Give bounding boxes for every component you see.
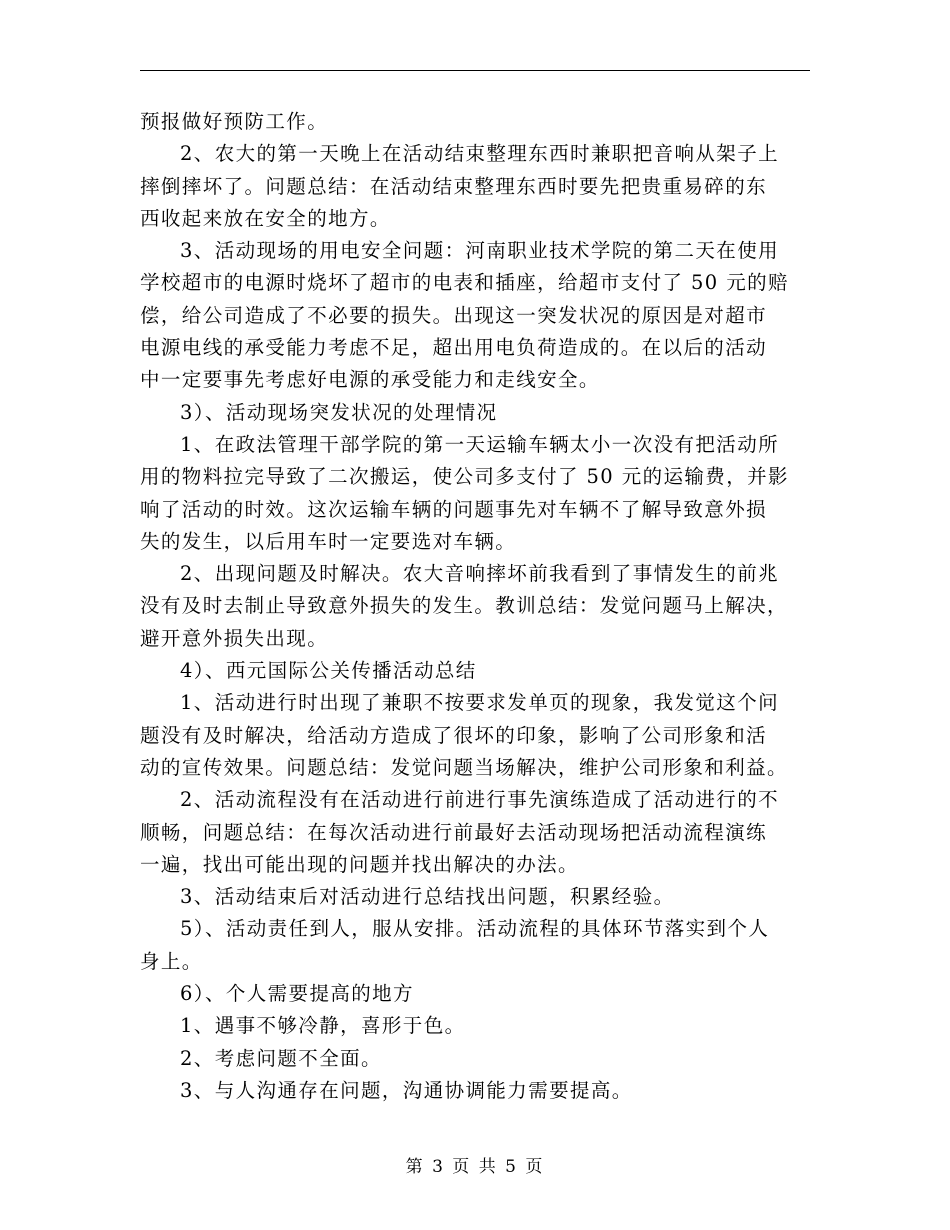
text-line: 响了活动的时效。这次运输车辆的问题事先对车辆不了解导致意外损 (140, 497, 768, 521)
text-line: 一遍，找出可能出现的问题并找出解决的办法。 (140, 852, 579, 876)
text-line: 动的宣传效果。问题总结：发觉问题当场解决，维护公司形象和利益。 (140, 755, 788, 779)
header-rule (140, 70, 810, 71)
text-line: 3、与人沟通存在问题，沟通协调能力需要提高。 (180, 1078, 633, 1102)
text-line: 失的发生，以后用车时一定要选对车辆。 (140, 529, 517, 553)
text-line: 3、活动现场的用电安全问题：河南职业技术学院的第二天在使用 (180, 239, 780, 263)
text-line: 中一定要事先考虑好电源的承受能力和走线安全。 (140, 368, 600, 392)
document-body (140, 106, 810, 1107)
text-line: 电源电线的承受能力考虑不足，超出用电负荷造成的。在以后的活动 (140, 336, 768, 360)
text-line: 1、遇事不够冷静，喜形于色。 (180, 1014, 466, 1038)
text-line: 3、活动结束后对活动进行总结找出问题，积累经验。 (180, 885, 675, 909)
text-line: 2、考虑问题不全面。 (180, 1046, 382, 1070)
text-line: 2、活动流程没有在活动进行前进行事先演练造成了活动进行的不 (180, 788, 780, 812)
page-number: 第 3 页 共 5 页 (405, 1157, 545, 1177)
text-line: 4）、西元国际公关传播活动总结 (180, 659, 477, 683)
text-line: 避开意外损失出现。 (140, 626, 329, 650)
text-line: 1、活动进行时出现了兼职不按要求发单页的现象，我发觉这个问 (180, 691, 780, 715)
text-line: 偿，给公司造成了不必要的损失。出现这一突发状况的原因是对超市 (140, 303, 768, 327)
text-line: 6）、个人需要提高的地方 (180, 982, 414, 1006)
text-line: 用的物料拉完导致了二次搬运，使公司多支付了 50 元的运输费，并影 (140, 465, 789, 489)
text-line: 2、农大的第一天晚上在活动结束整理东西时兼职把音响从架子上 (180, 142, 780, 166)
text-line: 题没有及时解决，给活动方造成了很坏的印象，影响了公司形象和活 (140, 723, 768, 747)
text-line: 没有及时去制止导致意外损失的发生。教训总结：发觉问题马上解决， (140, 594, 788, 618)
text-line: 顺畅，问题总结：在每次活动进行前最好去活动现场把活动流程演练 (140, 820, 768, 844)
text-line: 5）、活动责任到人，服从安排。活动流程的具体环节落实到个人 (180, 917, 770, 941)
text-line: 3）、活动现场突发状况的处理情况 (180, 400, 498, 424)
text-line: 2、出现问题及时解决。农大音响摔坏前我看到了事情发生的前兆 (180, 562, 780, 586)
text-line: 预报做好预防工作。 (140, 110, 329, 133)
text-line: 学校超市的电源时烧坏了超市的电表和插座，给超市支付了 50 元的赔 (140, 271, 789, 295)
text-line: 摔倒摔坏了。问题总结：在活动结束整理东西时要先把贵重易碎的东 (140, 174, 768, 198)
text-line: 西收起来放在安全的地方。 (140, 206, 391, 230)
text-line: 身上。 (140, 949, 203, 973)
text-line: 1、在政法管理干部学院的第一天运输车辆太小一次没有把活动所 (180, 432, 780, 456)
